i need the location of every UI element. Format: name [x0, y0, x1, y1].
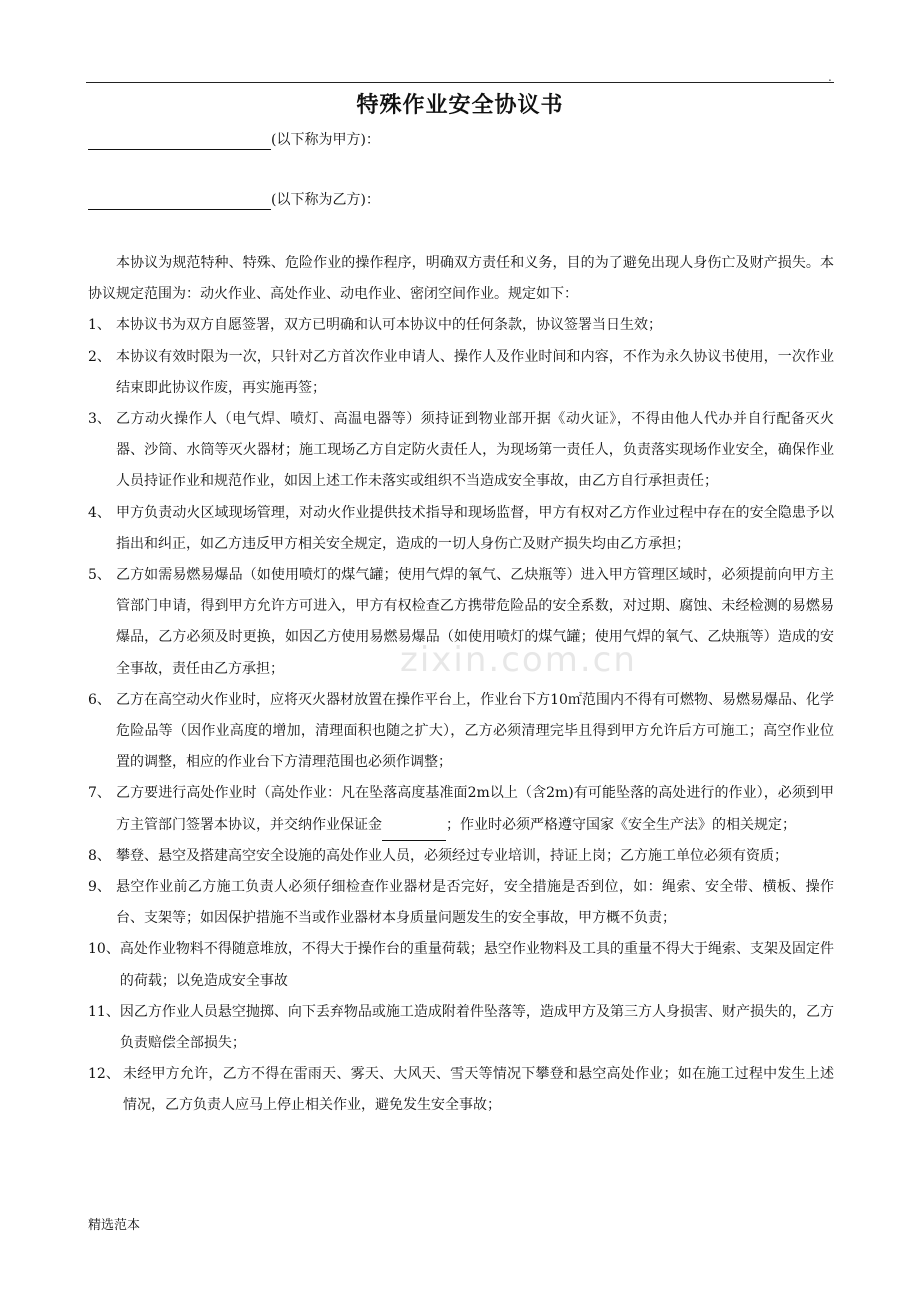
list-item: [88, 872, 834, 934]
item-text: 未经甲方允许，乙方不得在雷雨天、雾天、大风天、雪天等情况下攀登和悬空高处作业；如在施工过程中发生上述情况，乙方负责人应马上停止相关作业，避免发生安全事故；: [123, 1066, 834, 1114]
item-number: 6、: [88, 691, 111, 708]
party-a-blank[interactable]: [88, 133, 271, 150]
header-dot: .: [828, 70, 832, 84]
party-b-blank[interactable]: [88, 193, 271, 210]
watermark: zixin.com.cn: [400, 640, 637, 680]
item-number: 1、: [88, 317, 111, 334]
item-number: 8、: [88, 847, 111, 864]
deposit-amount-blank[interactable]: [382, 822, 446, 841]
item-text: 甲方负责动火区域现场管理，对动火作业提供技术指导和现场监督，甲方有权对乙方作业过程中存在的安全隐患予以指出和纠正，如乙方违反甲方相关安全规定，造成的一切人身伤亡及财产损失均由乙方承担；: [116, 504, 834, 552]
item-text: 攀登、悬空及搭建高空安全设施的高处作业人员，必须经过专业培训，持证上岗；乙方施工单位必须有资质；: [116, 847, 788, 864]
list-item: [88, 778, 834, 840]
item-number: 2、: [88, 348, 111, 365]
list-item: [88, 404, 834, 498]
item-text: 本协议书为双方自愿签署，双方已明确和认可本协议中的任何条款，协议签署当日生效；: [116, 317, 662, 334]
list-item: [88, 342, 834, 404]
item-number: 7、: [88, 785, 111, 802]
item-number: 9、: [88, 879, 111, 896]
item-text: 本协议有效时限为一次，只针对乙方首次作业申请人、操作人及作业时间和内容，不作为永久协议书使用，一次作业结束即此协议作废，再实施再签；: [116, 348, 834, 396]
intro-paragraph: 本协议为规范特种、特殊、危险作业的操作程序，明确双方责任和义务，目的为了避免出现人身伤亡及财产损失。本协议规定范围为：动火作业、高处作业、动电作业、密闭空间作业。规定如下：: [88, 255, 834, 303]
party-a-label: (以下称为甲方)：: [271, 132, 380, 148]
list-item: [88, 310, 834, 341]
item-number: 3、: [88, 411, 111, 428]
list-item: [88, 498, 834, 560]
list-item: [88, 997, 834, 1059]
item-number: 12、: [88, 1066, 120, 1083]
item-text-part-b: ；作业时必须严格遵守国家《安全生产法》的相关规定；: [446, 816, 796, 833]
list-item: [88, 1059, 834, 1121]
item-number: 5、: [88, 567, 111, 584]
item-text: 悬空作业前乙方施工负责人必须仔细检查作业器材是否完好，安全措施是否到位，如：绳索、安全带、横板、操作台、支架等；如因保护措施不当或作业器材本身质量问题发生的安全事故，甲方概不负责；: [116, 879, 834, 927]
list-item: [88, 841, 834, 872]
item-text: [116, 778, 834, 840]
item-number: 10、: [88, 941, 120, 958]
item-text: 乙方动火操作人（电气焊、喷灯、高温电器等）须持证到物业部开据《动火证》，不得由他人代办并自行配备灭火器、沙筒、水筒等灭火器材；施工现场乙方自定防火责任人，为现场第一责任人，负责落实现场作业安全，确保作业人员持证作业和规范作业，如因上述工作未落实或组织不当造成安全事故，由乙方自行承担责任；: [116, 411, 834, 490]
list-item: [88, 560, 834, 685]
list-item: [88, 685, 834, 779]
item-text: 高处作业物料不得随意堆放，不得大于操作台的重量荷载；悬空作业物料及工具的重量不得大于绳索、支架及固定件的荷载；以免造成安全事故: [119, 941, 834, 989]
item-text: 因乙方作业人员悬空抛掷、向下丢弃物品或施工造成附着件坠落等，造成甲方及第三方人身损害、财产损失的，乙方负责赔偿全部损失；: [119, 1003, 834, 1052]
footer-label: 精选范本: [88, 1218, 141, 1233]
item-text: 乙方在高空动火作业时，应将灭火器材放置在操作平台上，作业台下方10㎡范围内不得有可燃物、易燃易爆品、化学危险品等（因作业高度的增加，清理面积也随之扩大），乙方必须清理完毕且得到甲方允许后方可施工；高空作业位置的调整，相应的作业台下方清理范围也必须作调整；: [116, 691, 834, 771]
item-text: 乙方如需易燃易爆品（如使用喷灯的煤气罐；使用气焊的氧气、乙炔瓶等）进入甲方管理区域时，必须提前向甲方主管部门申请，得到甲方允许方可进入，甲方有权检查乙方携带危险品的安全系数，对过期、腐蚀、未经检测的易燃易爆品，乙方必须及时更换，如因乙方使用易燃易爆品（如使用喷灯的煤气罐；使用气焊的氧气、乙炔瓶等）造成的安全事故，责任由乙方承担；: [116, 567, 834, 677]
item-number: 4、: [88, 504, 111, 521]
party-b-label: (以下称为乙方)：: [271, 192, 380, 208]
party-b-line: [88, 190, 380, 210]
document-title: 特殊作业安全协议书: [356, 93, 564, 118]
item-text-part-a: 乙方要进行高处作业时（高处作业：凡在坠落高度基准面2m以上（含2m)有可能坠落的高处进行的作业），必须到甲方主管部门签署本协议，并交纳作业保证金: [116, 785, 834, 833]
agreement-body: [88, 248, 834, 1122]
header-rule: [86, 82, 834, 83]
list-item: [88, 934, 834, 996]
party-a-line: [88, 130, 380, 150]
item-number: 11、: [88, 1003, 120, 1020]
